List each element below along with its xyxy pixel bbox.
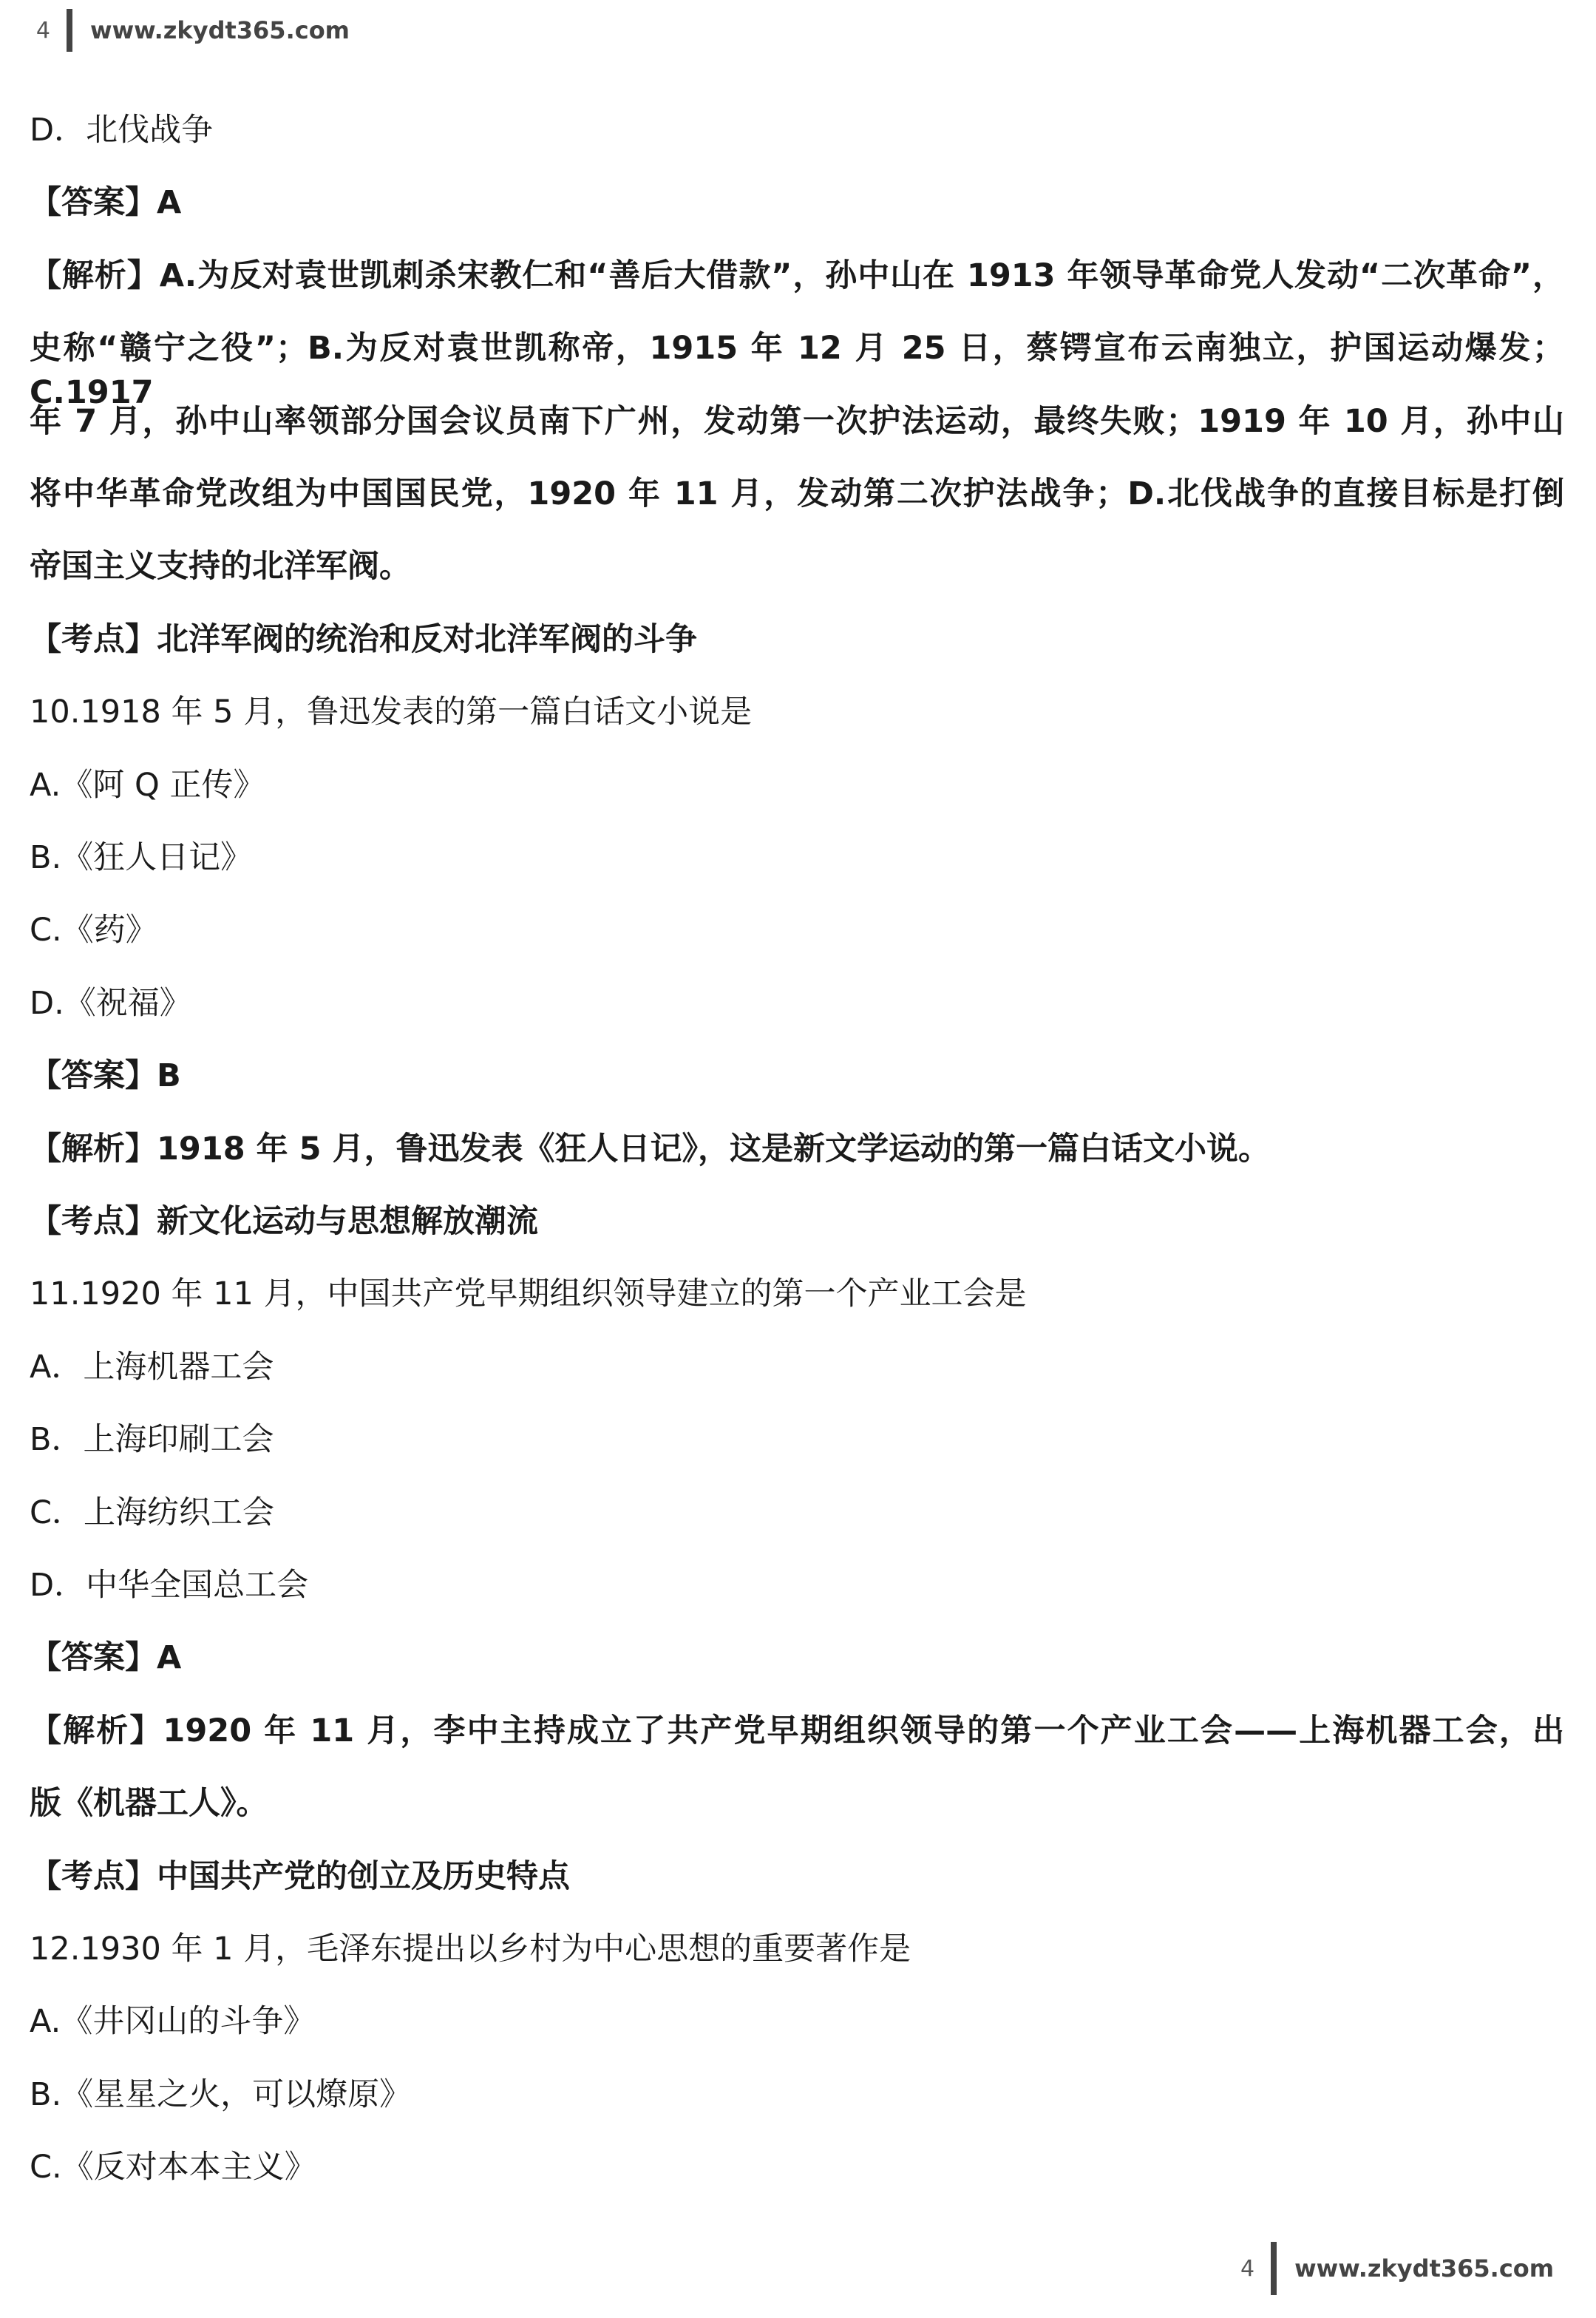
page-header xyxy=(30,9,350,52)
text-line: D.《祝福》 xyxy=(30,984,191,1022)
text-line: 帝国主义支持的北洋军阀。 xyxy=(30,548,411,586)
text-line: 12.1930 年 1 月，毛泽东提出以乡村为中心思想的重要著作是 xyxy=(30,1931,911,1968)
text-line: 【解析】A.为反对袁世凯刺杀宋教仁和“善后大借款”，孙中山在 1913 年领导革命党人发动“二次革命”， xyxy=(30,257,1564,294)
text-line: B．上海印刷工会 xyxy=(30,1421,274,1459)
footer-page-number: 4 xyxy=(1240,2255,1255,2282)
text-line: 11.1920 年 11 月，中国共产党早期组织领导建立的第一个产业工会是 xyxy=(30,1275,1027,1313)
text-line: 【考点】中国共产党的创立及历史特点 xyxy=(30,1857,570,1895)
text-line: C．上海纺织工会 xyxy=(30,1494,275,1531)
text-line: C.《药》 xyxy=(30,912,157,949)
text-line: 10.1918 年 5 月，鲁迅发表的第一篇白话文小说是 xyxy=(30,694,753,731)
text-line: A．上海机器工会 xyxy=(30,1348,274,1386)
text-line: 版《机器工人》。 xyxy=(30,1785,268,1823)
text-line: A.《井冈山的斗争》 xyxy=(30,2003,316,2041)
text-line: 【答案】B xyxy=(30,1057,181,1095)
text-line: B.《星星之火，可以燎原》 xyxy=(30,2075,412,2113)
text-line: B.《狂人日记》 xyxy=(30,839,253,876)
text-line: 年 7 月，孙中山率领部分国会议员南下广州，发动第一次护法运动，最终失败；1919 年 10 月，孙中山 xyxy=(30,402,1564,440)
text-line: 史称“赣宁之役”；B.为反对袁世凯称帝，1915 年 12 月 25 日，蔡锷宣布云南独立，护国运动爆发；C.1917 xyxy=(30,330,1564,412)
text-line: 【考点】北洋军阀的统治和反对北洋军阀的斗争 xyxy=(30,620,697,658)
text-line: C.《反对本本主义》 xyxy=(30,2149,316,2186)
text-line: A.《阿 Q 正传》 xyxy=(30,766,265,804)
text-line: 将中华革命党改组为中国国民党，1920 年 11 月，发动第二次护法战争；D.北伐战争的直接目标是打倒 xyxy=(30,475,1564,512)
page-footer xyxy=(1240,2242,1554,2295)
text-line: 【答案】A xyxy=(30,184,182,222)
header-divider xyxy=(67,9,72,52)
text-line: D．北伐战争 xyxy=(30,112,214,149)
footer-divider xyxy=(1271,2242,1277,2295)
header-page-number: 4 xyxy=(35,17,50,44)
text-line: D．中华全国总工会 xyxy=(30,1567,309,1604)
text-line: 【解析】1918 年 5 月，鲁迅发表《狂人日记》，这是新文学运动的第一篇白话文小说。 xyxy=(30,1130,1271,1168)
text-line: 【解析】1920 年 11 月，李中主持成立了共产党早期组织领导的第一个产业工会——上海机器工会，出 xyxy=(30,1712,1564,1749)
header-site-url: www.zkydt365.com xyxy=(90,16,350,44)
footer-site-url: www.zkydt365.com xyxy=(1294,2254,1555,2283)
text-line: 【考点】新文化运动与思想解放潮流 xyxy=(30,1203,538,1240)
text-line: 【答案】A xyxy=(30,1639,182,1677)
